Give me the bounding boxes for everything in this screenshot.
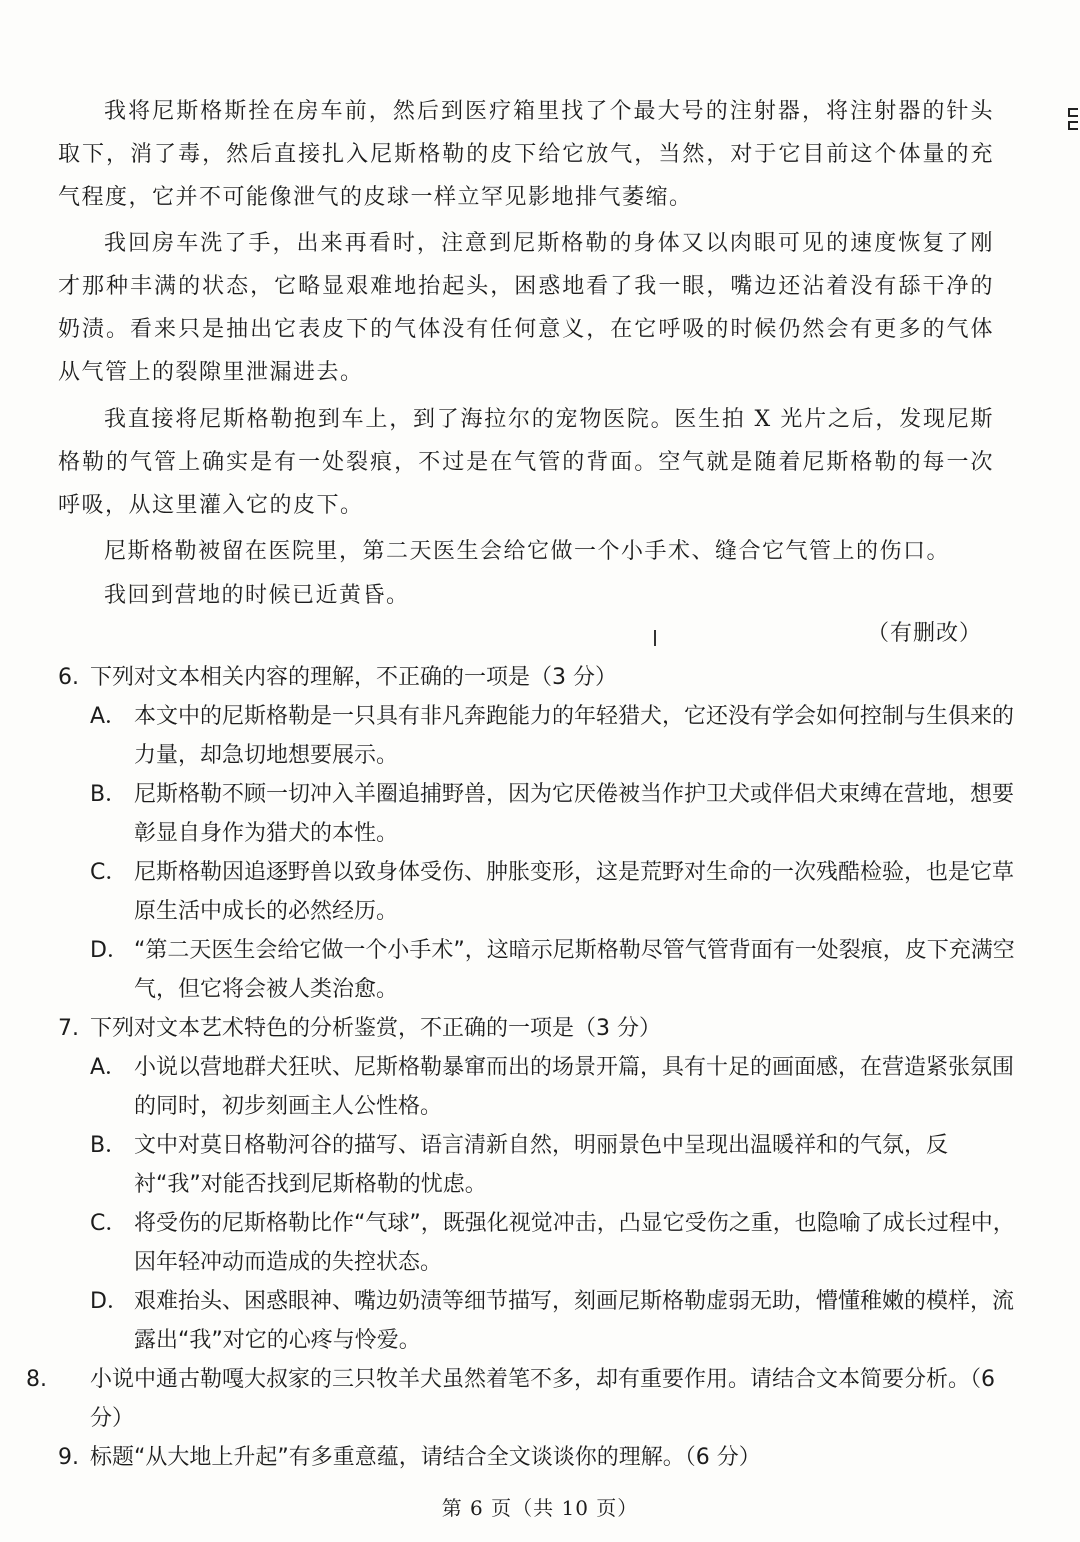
question-6-option-c [90,853,1034,931]
option-letter: C． [90,860,128,885]
option-text: 将受伤的尼斯格勒比作“气球”，既强化视觉冲击，凸显它受伤之重，也隐喻了成长过程中，因年轻冲动而造成的失控状态。 [134,1211,1015,1275]
passage-paragraph-1: 我将尼斯格斯拴在房车前，然后到医疗箱里找了个最大号的注射器，将注射器的针头取下，消了毒，然后直接扎入尼斯格勒的皮下给它放气，当然，对于它目前这个体量的充气程度，它并不可能像泄气的皮球一样立罕见影地排气萎缩。 [58,99,994,210]
passage-paragraph-3: 我直接将尼斯格勒抱到车上，到了海拉尔的宠物医院。医生拍 X 光片之后，发现尼斯格勒的气管上确实是有一处裂痕，不过是在气管的背面。空气就是随着尼斯格勒的每一次呼吸，从这里灌入它的皮下。 [58,407,994,518]
option-letter: A． [90,704,128,729]
option-letter: D． [90,938,129,963]
option-letter: B． [90,1133,128,1158]
question-7-option-c [90,1204,1034,1282]
option-letter: B． [90,782,128,807]
question-6-number: 6. [58,665,79,690]
passage-paragraph-5: 我回到营地的时候已近黄昏。 [104,583,410,608]
option-letter: D． [90,1289,129,1314]
question-9-text: 标题“从大地上升起”有多重意蕴，请结合全文谈谈你的理解。（6 分） [90,1445,761,1470]
option-text: 艰难抬头、困惑眼神、嘴边奶渍等细节描写，刻画尼斯格勒虚弱无助，懵懂稚嫩的模样，流露出“我”对它的心疼与怜爱。 [134,1289,1015,1353]
question-7-text: 下列对文本艺术特色的分析鉴赏，不正确的一项是（3 分） [90,1016,661,1041]
question-6-stem [58,658,988,697]
question-6-text: 下列对文本相关内容的理解，不正确的一项是（3 分） [90,665,617,690]
stray-mark [654,630,656,646]
question-7-option-d [90,1282,1034,1360]
passage-paragraph-4: 尼斯格勒被留在医院里，第二天医生会给它做一个小手术、缝合它气管上的伤口。 [104,539,951,564]
passage-paragraph-2: 我回房车洗了手，出来再看时，注意到尼斯格勒的身体又以肉眼可见的速度恢复了刚才那种丰满的状态，它略显艰难地抬起头，困惑地看了我一眼，嘴边还沾着没有舔干净的奶渍。看来只是抽出它表皮下的气体没有任何意义，在它呼吸的时候仍然会有更多的气体从气管上的裂隙里泄漏进去。 [58,231,994,385]
page-footer: 第 6 页（共 10 页） [441,1496,639,1520]
binding-edge-mark [1068,108,1080,138]
option-text: 文中对莫日格勒河谷的描写、语言清新自然，明丽景色中呈现出温暖祥和的气氛，反衬“我”对能否找到尼斯格勒的忧虑。 [134,1133,949,1197]
question-7-stem [58,1009,988,1048]
question-7-option-b [90,1126,1034,1204]
question-6-option-b [90,775,1034,853]
question-8-number: 8. [26,1367,47,1392]
question-6-option-d [90,931,1034,1009]
question-8-text: 小说中通古勒嘎大叔家的三只牧羊犬虽然着笔不多，却有重要作用。请结合文本简要分析。（6 分） [90,1367,996,1431]
question-9-number: 9. [58,1445,79,1470]
option-text: 尼斯格勒不顾一切冲入羊圈追捕野兽，因为它厌倦被当作护卫犬或伴侣犬束缚在营地，想要彰显自身作为猎犬的本性。 [134,782,1015,846]
option-text: 本文中的尼斯格勒是一只具有非凡奔跑能力的年轻猎犬，它还没有学会如何控制与生俱来的力量，却急切地想要展示。 [134,704,1015,768]
option-letter: A． [90,1055,128,1080]
question-8 [26,1360,1020,1438]
option-text: 尼斯格勒因追逐野兽以致身体受伤、肿胀变形，这是荒野对生命的一次残酷检验，也是它草原生活中成长的必然经历。 [134,860,1015,924]
question-7-number: 7. [58,1016,79,1041]
question-9 [58,1438,988,1477]
option-text: “第二天医生会给它做一个小手术”，这暗示尼斯格勒尽管气管背面有一处裂痕，皮下充满空气，但它将会被人类治愈。 [134,938,1015,1002]
option-letter: C． [90,1211,128,1236]
source-note: （有删改） [866,621,982,646]
question-6-option-a [90,697,1034,775]
option-text: 小说以营地群犬狂吠、尼斯格勒暴窜而出的场景开篇，具有十足的画面感，在营造紧张氛围的同时，初步刻画主人公性格。 [134,1055,1015,1119]
question-7-option-a [90,1048,1034,1126]
